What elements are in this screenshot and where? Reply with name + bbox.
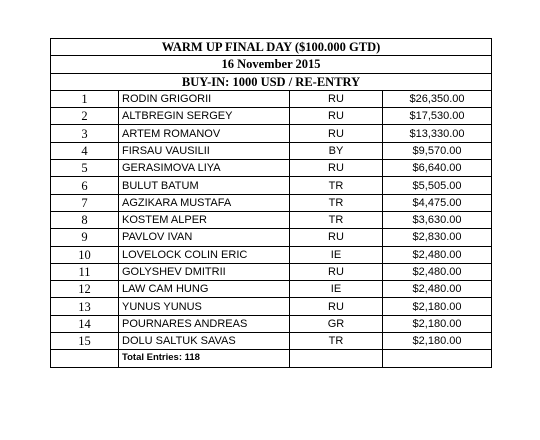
place-cell: 2 bbox=[51, 108, 119, 125]
prize-cell: $5,505.00 bbox=[383, 177, 492, 194]
results-table-footer bbox=[51, 350, 492, 367]
country-cell: TR bbox=[290, 333, 383, 350]
country-cell: IE bbox=[290, 281, 383, 298]
country-cell: RU bbox=[290, 263, 383, 280]
title-row bbox=[51, 39, 492, 56]
total-empty-cell bbox=[290, 350, 383, 367]
table-row bbox=[51, 246, 492, 263]
place-cell: 1 bbox=[51, 90, 119, 107]
table-row bbox=[51, 333, 492, 350]
country-cell: RU bbox=[290, 160, 383, 177]
table-row bbox=[51, 108, 492, 125]
player-name-cell: DOLU SALTUK SAVAS bbox=[119, 333, 290, 350]
prize-cell: $26,350.00 bbox=[383, 90, 492, 107]
table-row bbox=[51, 177, 492, 194]
player-name-cell: FIRSAU VAUSILII bbox=[119, 142, 290, 159]
total-empty-cell bbox=[383, 350, 492, 367]
table-row bbox=[51, 211, 492, 228]
place-cell: 10 bbox=[51, 246, 119, 263]
place-cell: 5 bbox=[51, 160, 119, 177]
prize-cell: $6,640.00 bbox=[383, 160, 492, 177]
table-row bbox=[51, 142, 492, 159]
prize-cell: $2,180.00 bbox=[383, 315, 492, 332]
country-cell: TR bbox=[290, 194, 383, 211]
prize-cell: $2,180.00 bbox=[383, 333, 492, 350]
tournament-title: WARM UP FINAL DAY ($100.000 GTD) bbox=[51, 39, 492, 56]
tournament-buyin: BUY-IN: 1000 USD / RE-ENTRY bbox=[51, 73, 492, 90]
country-cell: RU bbox=[290, 90, 383, 107]
total-row bbox=[51, 350, 492, 367]
player-name-cell: LOVELOCK COLIN ERIC bbox=[119, 246, 290, 263]
table-row bbox=[51, 263, 492, 280]
total-entries: Total Entries: 118 bbox=[119, 350, 290, 367]
place-cell: 8 bbox=[51, 211, 119, 228]
results-table bbox=[50, 38, 492, 368]
buyin-row bbox=[51, 73, 492, 90]
table-row bbox=[51, 281, 492, 298]
player-name-cell: YUNUS YUNUS bbox=[119, 298, 290, 315]
player-name-cell: ARTEM ROMANOV bbox=[119, 125, 290, 142]
player-name-cell: POURNARES ANDREAS bbox=[119, 315, 290, 332]
place-cell: 14 bbox=[51, 315, 119, 332]
country-cell: BY bbox=[290, 142, 383, 159]
prize-cell: $13,330.00 bbox=[383, 125, 492, 142]
table-row bbox=[51, 125, 492, 142]
player-name-cell: KOSTEM ALPER bbox=[119, 211, 290, 228]
country-cell: RU bbox=[290, 108, 383, 125]
prize-cell: $2,480.00 bbox=[383, 246, 492, 263]
player-name-cell: GERASIMOVA LIYA bbox=[119, 160, 290, 177]
table-row bbox=[51, 194, 492, 211]
place-cell: 12 bbox=[51, 281, 119, 298]
place-cell: 7 bbox=[51, 194, 119, 211]
place-cell: 4 bbox=[51, 142, 119, 159]
player-name-cell: BULUT BATUM bbox=[119, 177, 290, 194]
place-cell: 9 bbox=[51, 229, 119, 246]
table-row bbox=[51, 315, 492, 332]
prize-cell: $2,480.00 bbox=[383, 281, 492, 298]
tournament-date: 16 November 2015 bbox=[51, 56, 492, 73]
player-name-cell: PAVLOV IVAN bbox=[119, 229, 290, 246]
table-row bbox=[51, 90, 492, 107]
player-name-cell: LAW CAM HUNG bbox=[119, 281, 290, 298]
country-cell: TR bbox=[290, 177, 383, 194]
prize-cell: $9,570.00 bbox=[383, 142, 492, 159]
player-name-cell: ALTBREGIN SERGEY bbox=[119, 108, 290, 125]
prize-cell: $2,480.00 bbox=[383, 263, 492, 280]
player-name-cell: GOLYSHEV DMITRII bbox=[119, 263, 290, 280]
place-cell: 3 bbox=[51, 125, 119, 142]
country-cell: IE bbox=[290, 246, 383, 263]
place-cell: 11 bbox=[51, 263, 119, 280]
table-row bbox=[51, 229, 492, 246]
prize-cell: $2,830.00 bbox=[383, 229, 492, 246]
country-cell: RU bbox=[290, 125, 383, 142]
country-cell: RU bbox=[290, 229, 383, 246]
country-cell: GR bbox=[290, 315, 383, 332]
country-cell: RU bbox=[290, 298, 383, 315]
prize-cell: $4,475.00 bbox=[383, 194, 492, 211]
place-cell: 15 bbox=[51, 333, 119, 350]
player-name-cell: RODIN GRIGORII bbox=[119, 90, 290, 107]
results-table-body bbox=[51, 39, 492, 350]
prize-cell: $3,630.00 bbox=[383, 211, 492, 228]
player-name-cell: AGZIKARA MUSTAFA bbox=[119, 194, 290, 211]
prize-cell: $2,180.00 bbox=[383, 298, 492, 315]
prize-cell: $17,530.00 bbox=[383, 108, 492, 125]
place-cell: 13 bbox=[51, 298, 119, 315]
date-row bbox=[51, 56, 492, 73]
place-cell: 6 bbox=[51, 177, 119, 194]
table-row bbox=[51, 298, 492, 315]
total-empty-cell bbox=[51, 350, 119, 367]
country-cell: TR bbox=[290, 211, 383, 228]
table-row bbox=[51, 160, 492, 177]
